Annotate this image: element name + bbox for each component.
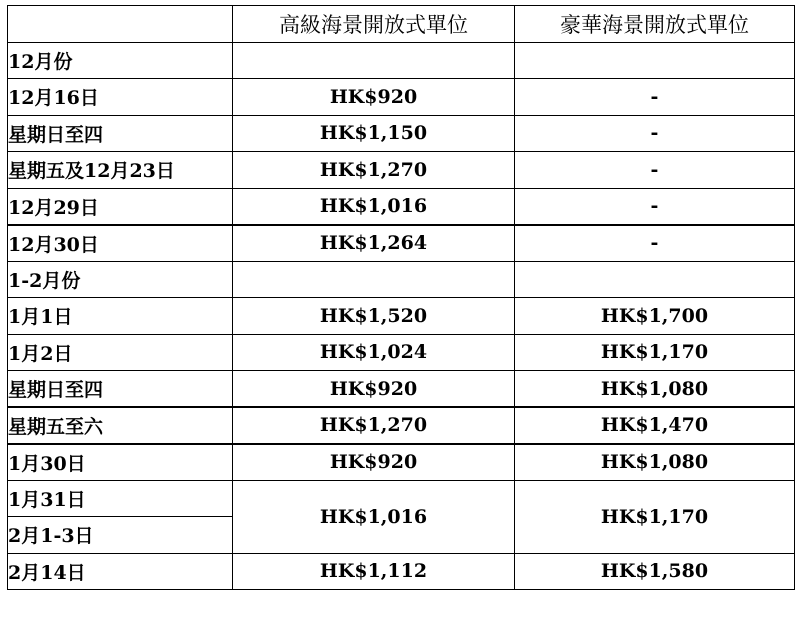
row-label: 12月30日: [8, 225, 233, 262]
row-label: 12月16日: [8, 79, 233, 116]
deluxe-price: [515, 261, 795, 298]
row-label: 12月29日: [8, 188, 233, 225]
header-premium-seaview: 高級海景開放式單位: [233, 6, 515, 43]
premium-price: HK$1,264: [233, 225, 515, 262]
table-row: [8, 188, 795, 225]
premium-price: HK$1,024: [233, 334, 515, 371]
premium-price: HK$1,016: [233, 188, 515, 225]
premium-price: HK$1,270: [233, 407, 515, 444]
deluxe-price: HK$1,580: [515, 553, 795, 590]
premium-price: HK$1,520: [233, 298, 515, 335]
row-label: 2月1-3日: [8, 517, 233, 554]
row-label: 1月1日: [8, 298, 233, 335]
deluxe-price: -: [515, 225, 795, 262]
table-row: [8, 334, 795, 371]
header-empty: [8, 6, 233, 43]
row-label: 星期五及12月23日: [8, 152, 233, 189]
premium-price: HK$1,016: [233, 480, 515, 553]
table-row: [8, 261, 795, 298]
row-label: 1月2日: [8, 334, 233, 371]
deluxe-price: -: [515, 115, 795, 152]
deluxe-price: -: [515, 152, 795, 189]
row-label: 1月31日: [8, 480, 233, 517]
premium-price: HK$920: [233, 371, 515, 408]
row-label: 1-2月份: [8, 261, 233, 298]
table-row: [8, 152, 795, 189]
table-row: [8, 371, 795, 408]
table-row: [8, 115, 795, 152]
table-row: [8, 444, 795, 481]
table-row: [8, 553, 795, 590]
premium-price: HK$1,270: [233, 152, 515, 189]
premium-price: HK$1,112: [233, 553, 515, 590]
row-label: 12月份: [8, 42, 233, 79]
row-label: 星期日至四: [8, 115, 233, 152]
table-row: [8, 225, 795, 262]
table-row: [8, 42, 795, 79]
deluxe-price: HK$1,470: [515, 407, 795, 444]
deluxe-price: HK$1,080: [515, 444, 795, 481]
rates-table: [7, 5, 795, 590]
premium-price: [233, 261, 515, 298]
premium-price: HK$1,150: [233, 115, 515, 152]
header-row: [8, 6, 795, 43]
deluxe-price: [515, 42, 795, 79]
deluxe-price: HK$1,080: [515, 371, 795, 408]
table-row: [8, 480, 795, 517]
deluxe-price: -: [515, 79, 795, 116]
table-row: [8, 298, 795, 335]
premium-price: HK$920: [233, 79, 515, 116]
deluxe-price: -: [515, 188, 795, 225]
table-row: [8, 79, 795, 116]
deluxe-price: HK$1,700: [515, 298, 795, 335]
row-label: 1月30日: [8, 444, 233, 481]
header-deluxe-seaview: 豪華海景開放式單位: [515, 6, 795, 43]
deluxe-price: HK$1,170: [515, 480, 795, 553]
row-label: 2月14日: [8, 553, 233, 590]
deluxe-price: HK$1,170: [515, 334, 795, 371]
row-label: 星期日至四: [8, 371, 233, 408]
row-label: 星期五至六: [8, 407, 233, 444]
table-row: [8, 407, 795, 444]
premium-price: HK$920: [233, 444, 515, 481]
premium-price: [233, 42, 515, 79]
